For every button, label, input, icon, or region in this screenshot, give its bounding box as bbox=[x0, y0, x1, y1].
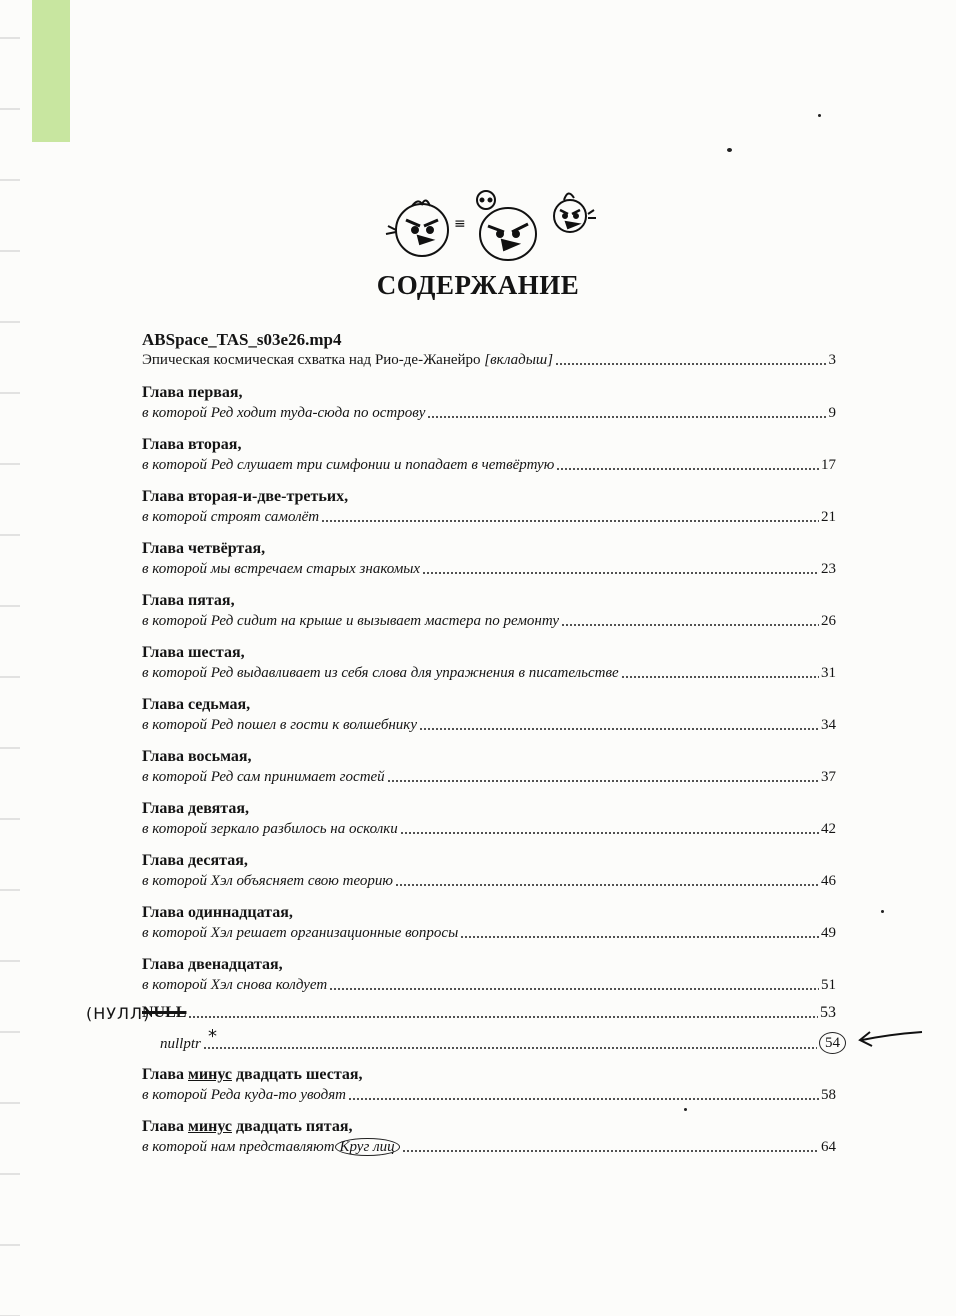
toc-line-main: в которой нам представляют bbox=[142, 1139, 335, 1155]
toc-line-text: в которой Ред сам принимает гостей bbox=[142, 769, 385, 785]
leader-dots bbox=[329, 988, 819, 990]
toc-heading: Глава седьмая, bbox=[142, 696, 251, 713]
leader-dots bbox=[348, 1098, 819, 1100]
toc-line-text bbox=[142, 350, 553, 370]
page-number: 51 bbox=[821, 977, 836, 993]
toc-line bbox=[142, 715, 836, 735]
toc-line bbox=[142, 559, 836, 579]
angry-bird-left-icon bbox=[386, 200, 448, 256]
svg-text:≡: ≡ bbox=[454, 216, 466, 232]
scan-speck bbox=[727, 148, 732, 152]
toc-entry bbox=[142, 1065, 836, 1105]
page-number: 23 bbox=[821, 561, 836, 577]
toc-line bbox=[142, 871, 836, 891]
toc-entry bbox=[142, 643, 836, 683]
toc-entry-nullptr bbox=[160, 1032, 846, 1054]
leader-dots bbox=[203, 1047, 817, 1049]
insert-note: [вкладыш] bbox=[484, 352, 554, 368]
toc-line-text: в которой Хэл решает организационные вопросы bbox=[142, 925, 459, 941]
scan-edge-marks bbox=[0, 0, 20, 1316]
page-number: 9 bbox=[828, 405, 836, 421]
toc-heading: Глава вторая-и-две-третьих, bbox=[142, 488, 349, 505]
toc-line-main: Эпическая космическая схватка над Рио-де-Жанейро bbox=[142, 352, 481, 368]
toc-line-text: в которой Хэл объясняет свою теорию bbox=[142, 873, 393, 889]
toc-heading: Глава двенадцатая, bbox=[142, 956, 283, 973]
toc-entry bbox=[142, 1117, 836, 1157]
toc-heading: Глава десятая, bbox=[142, 852, 248, 869]
toc-line-text: в которой мы встречаем старых знакомых bbox=[142, 561, 421, 577]
toc-entry bbox=[142, 487, 836, 527]
heading-minus: минус bbox=[188, 1066, 232, 1083]
page-number: 46 bbox=[821, 873, 836, 889]
scan-speck bbox=[818, 114, 821, 117]
leader-dots bbox=[460, 936, 819, 938]
page-number: 42 bbox=[821, 821, 836, 837]
leader-dots bbox=[188, 1016, 818, 1018]
toc-line-text: в которой Ред ходит туда-сюда по острову bbox=[142, 405, 426, 421]
toc-line-text: в которой строят самолёт bbox=[142, 509, 320, 525]
toc-heading: ABSpace_TAS_s03e26.mp4 bbox=[142, 330, 342, 349]
toc-line bbox=[142, 350, 836, 370]
heading-minus: минус bbox=[188, 1118, 232, 1135]
page-number: 26 bbox=[821, 613, 836, 629]
leader-dots bbox=[422, 572, 819, 574]
leader-dots bbox=[419, 728, 819, 730]
heading-part: двадцать пятая, bbox=[231, 1118, 353, 1135]
toc-entry bbox=[142, 903, 836, 943]
page-number: 31 bbox=[821, 665, 836, 681]
toc-heading bbox=[142, 1065, 836, 1085]
toc-line bbox=[142, 923, 836, 943]
page-number: 17 bbox=[821, 457, 836, 473]
leader-dots bbox=[395, 884, 819, 886]
toc-entry-intro bbox=[142, 330, 836, 370]
toc-line-text bbox=[142, 1137, 400, 1157]
toc-line bbox=[142, 819, 836, 839]
angry-birds-doodle bbox=[382, 180, 600, 266]
toc-entry bbox=[142, 747, 836, 787]
toc-line-text: в которой Ред сидит на крыше и вызывает мастера по ремонту bbox=[142, 613, 559, 629]
asterisk-mark: * bbox=[208, 1026, 217, 1047]
toc-line bbox=[142, 1137, 836, 1157]
toc-line bbox=[142, 507, 836, 527]
leader-dots bbox=[555, 363, 826, 365]
scan-speck bbox=[684, 1108, 687, 1111]
toc-line bbox=[142, 1003, 836, 1023]
toc-heading: Глава четвёртая, bbox=[142, 540, 266, 557]
page-title: СОДЕРЖАНИЕ bbox=[376, 270, 580, 300]
page-number-circled: 54 bbox=[819, 1032, 846, 1054]
arrow-left-icon bbox=[852, 1026, 924, 1050]
toc-entry bbox=[142, 383, 836, 423]
toc-line bbox=[142, 663, 836, 683]
heading-part: двадцать шестая, bbox=[231, 1066, 363, 1083]
page-number: 58 bbox=[821, 1087, 836, 1103]
toc-entry bbox=[142, 435, 836, 475]
toc-line bbox=[142, 611, 836, 631]
scan-speck bbox=[881, 910, 884, 913]
leader-dots bbox=[402, 1150, 819, 1152]
page-number: 3 bbox=[828, 352, 836, 368]
toc-heading: Глава восьмая, bbox=[142, 748, 252, 765]
toc-line bbox=[142, 975, 836, 995]
leader-dots bbox=[621, 676, 819, 678]
leader-dots bbox=[387, 780, 819, 782]
toc-heading: Глава шестая, bbox=[142, 644, 245, 661]
toc-line-text: в которой Хэл снова колдует bbox=[142, 977, 328, 993]
toc-heading: Глава первая, bbox=[142, 384, 243, 401]
page-number: 37 bbox=[821, 769, 836, 785]
sticky-note bbox=[32, 0, 70, 142]
toc-heading: Глава вторая, bbox=[142, 436, 242, 453]
toc-line bbox=[142, 767, 836, 787]
toc-heading: Глава девятая, bbox=[142, 800, 249, 817]
toc-heading: Глава одиннадцатая, bbox=[142, 904, 293, 921]
toc-line-text: в которой Ред выдавливает из себя слова для упражнения в писательстве bbox=[142, 665, 619, 681]
toc-line-text: в которой зеркало разбилось на осколки bbox=[142, 821, 398, 837]
leader-dots bbox=[427, 416, 826, 418]
page-number: 64 bbox=[821, 1139, 836, 1155]
toc-entry bbox=[142, 591, 836, 631]
page-number: 53 bbox=[820, 1004, 836, 1021]
toc-entry bbox=[142, 851, 836, 891]
toc-entry bbox=[142, 695, 836, 735]
leader-dots bbox=[321, 520, 819, 522]
nullptr-label: nullptr bbox=[160, 1036, 201, 1052]
leader-dots bbox=[556, 468, 819, 470]
toc-entry bbox=[142, 539, 836, 579]
angry-bird-center-icon bbox=[477, 191, 536, 260]
null-label: NULL bbox=[142, 1004, 187, 1021]
leader-dots bbox=[561, 624, 819, 626]
page-number: 49 bbox=[821, 925, 836, 941]
heading-part: Глава bbox=[142, 1118, 188, 1135]
toc-heading bbox=[142, 1117, 836, 1137]
toc-line-text: в которой Реда куда-то уводят bbox=[142, 1087, 346, 1103]
toc-line bbox=[142, 403, 836, 423]
handwritten-note: (НУЛЛ) bbox=[86, 1004, 151, 1023]
toc-entry bbox=[142, 799, 836, 839]
toc-line-text: в которой Ред пошел в гости к волшебнику bbox=[142, 717, 417, 733]
toc-heading: Глава пятая, bbox=[142, 592, 235, 609]
toc-line bbox=[142, 455, 836, 475]
toc-line bbox=[142, 1085, 836, 1105]
page-number: 21 bbox=[821, 509, 836, 525]
toc-entry bbox=[142, 955, 836, 995]
toc-line-text: в которой Ред слушает три симфонии и попадает в четвёртую bbox=[142, 457, 555, 473]
angry-bird-right-icon bbox=[554, 193, 596, 232]
toc-entry-null bbox=[142, 1003, 836, 1023]
toc-line bbox=[160, 1032, 846, 1054]
leader-dots bbox=[400, 832, 819, 834]
circled-text: Круг лиц bbox=[335, 1138, 400, 1156]
heading-part: Глава bbox=[142, 1066, 188, 1083]
page-number: 34 bbox=[821, 717, 836, 733]
